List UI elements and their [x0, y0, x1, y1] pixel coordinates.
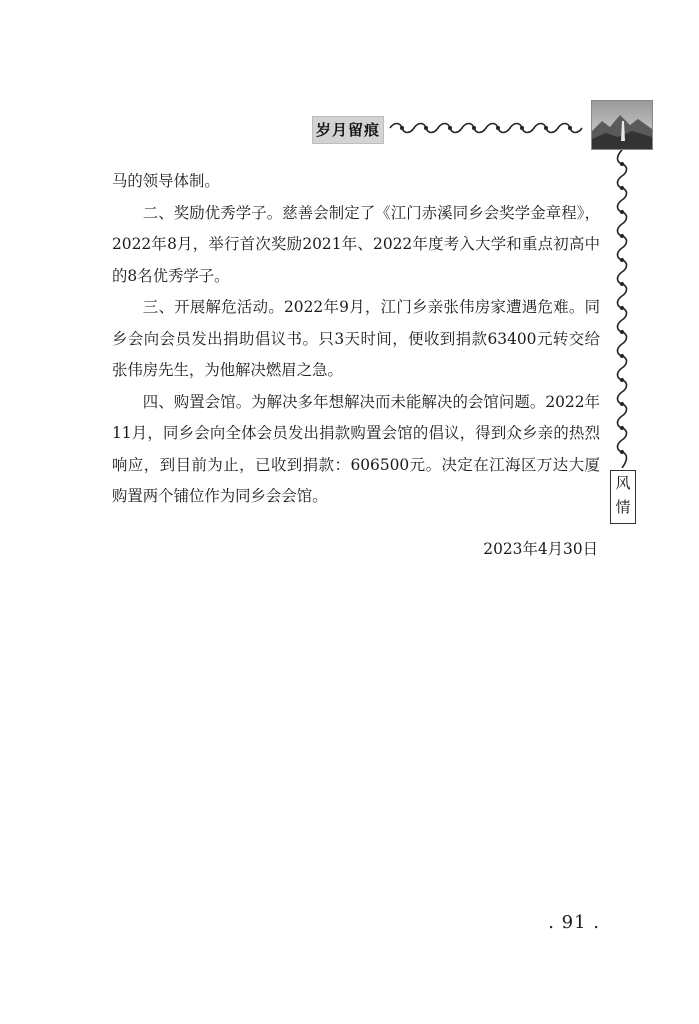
vertical-ornament [614, 150, 630, 468]
side-tab-label: 风情 [610, 470, 636, 524]
signature-date: 2023年4月30日 [483, 540, 598, 558]
paragraph-scholarship: 二、奖励优秀学子。慈善会制定了《江门赤溪同乡会奖学金章程》，2022年8月，举行首次奖励2021年、2022年度考入大学和重点初高中的8名优秀学子。 [112, 203, 600, 285]
paragraph-hall-purchase: 四、购置会馆。为解决多年想解决而未能解决的会馆问题。2022年11月，同乡会向全体会员发出捐款购置会馆的倡议，得到众乡亲的热烈响应，到目前为止，已收到捐款：606500元。决定在江海区万达大厦购置两个铺位作为同乡会会馆。 [112, 392, 600, 505]
paragraph-continuation: 马的领导体制。 [112, 172, 220, 190]
section-title: 岁月留痕 [312, 116, 384, 144]
header-landscape-photo [591, 100, 653, 150]
page-number: . 91 . [548, 912, 600, 933]
paragraph-relief: 三、开展解危活动。2022年9月，江门乡亲张伟房家遭遇危难。同乡会向会员发出捐助倡议书。只3天时间，便收到捐款63400元转交给张伟房先生，为他解决燃眉之急。 [112, 298, 600, 379]
header-ornament [388, 120, 588, 136]
article-body [112, 166, 600, 513]
